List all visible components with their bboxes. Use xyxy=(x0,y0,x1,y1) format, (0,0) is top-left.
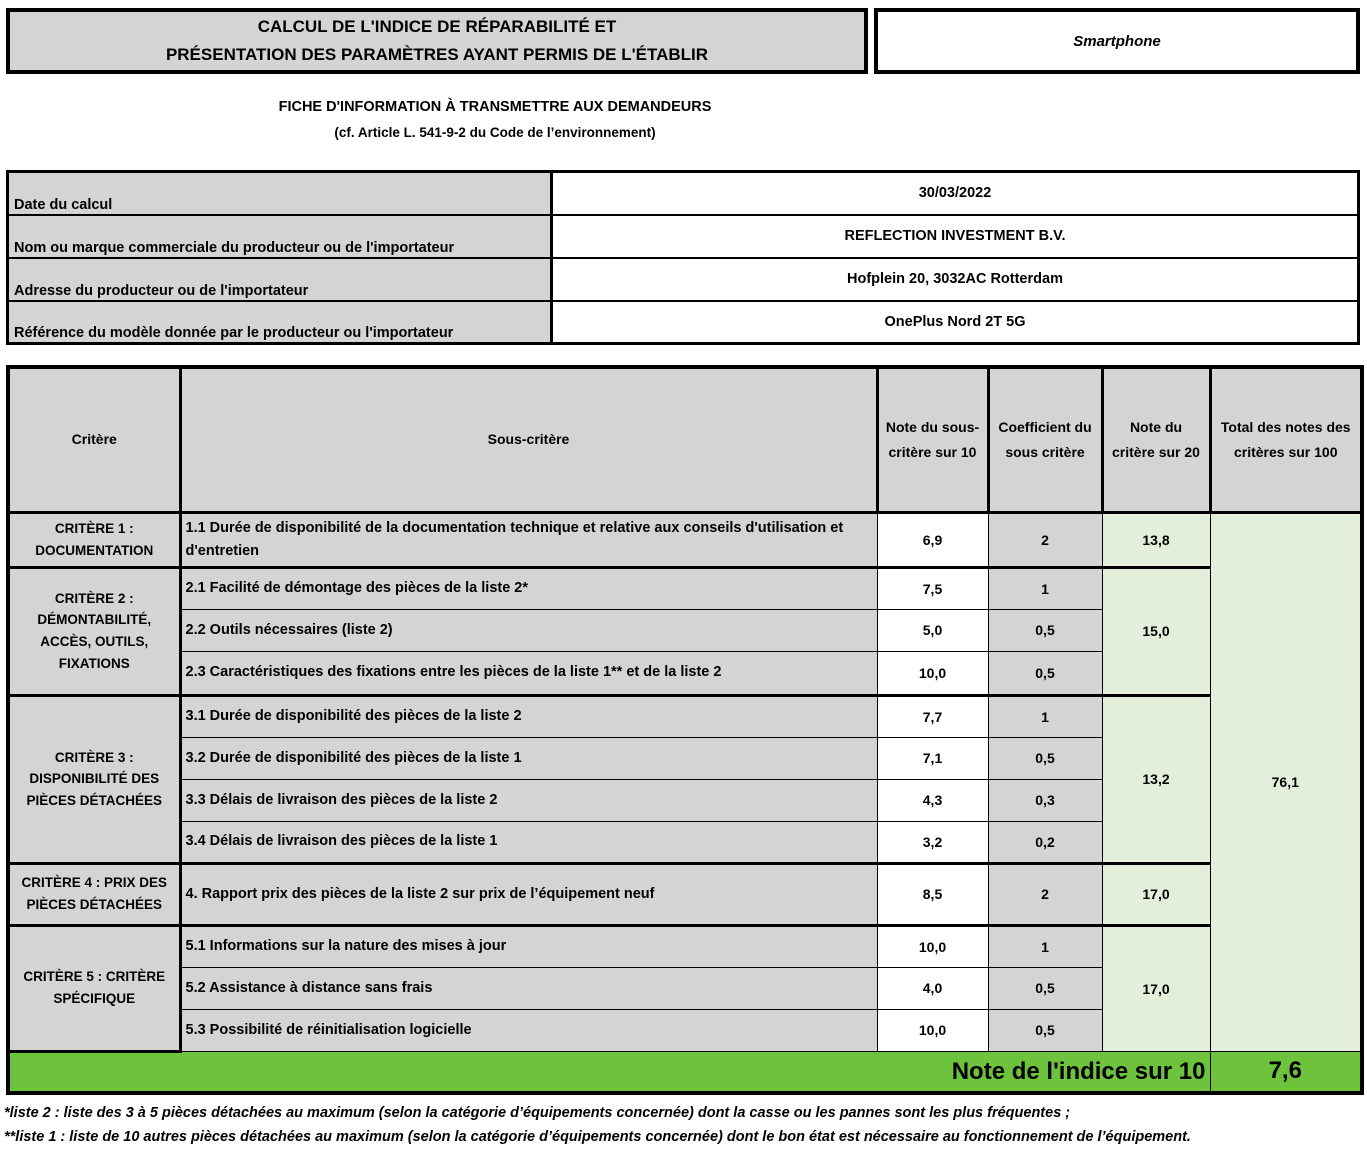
criterion-1-score-20: 13,8 xyxy=(1102,512,1210,567)
header-note-20: Note du critère sur 20 xyxy=(1102,367,1210,512)
header-coefficient: Coefficient du sous critère xyxy=(988,367,1102,512)
info-label-address: Adresse du producteur ou de l'importateur xyxy=(8,258,552,301)
subcriterion-2-1-coefficient: 1 xyxy=(988,567,1102,609)
subcriterion-1-1-label: 1.1 Durée de disponibilité de la documentation technique et relative aux conseils d'utilisation et d'entretien xyxy=(180,512,877,567)
subcriterion-5-3-score: 10,0 xyxy=(877,1009,988,1051)
subcriterion-5-1-label: 5.1 Informations sur la nature des mises à jour xyxy=(180,925,877,967)
criterion-4-label: CRITÈRE 4 : PRIX DES PIÈCES DÉTACHÉES xyxy=(8,863,180,925)
info-row-address xyxy=(8,258,1359,301)
final-score-value: 7,6 xyxy=(1210,1051,1362,1093)
final-score-row xyxy=(8,1051,1362,1093)
table-row xyxy=(8,925,1362,967)
subcriterion-3-4-coefficient: 0,2 xyxy=(988,821,1102,863)
info-label-date: Date du calcul xyxy=(8,172,552,215)
info-row-date xyxy=(8,172,1359,215)
subcriterion-3-1-score: 7,7 xyxy=(877,695,988,737)
info-value-date: 30/03/2022 xyxy=(552,172,1359,215)
criterion-5-score-20: 17,0 xyxy=(1102,925,1210,1051)
title-line-1: CALCUL DE L'INDICE DE RÉPARABILITÉ ET xyxy=(257,17,617,37)
subcriterion-2-2-score: 5,0 xyxy=(877,609,988,651)
subcriterion-5-1-coefficient: 1 xyxy=(988,925,1102,967)
subcriterion-5-3-label: 5.3 Possibilité de réinitialisation logicielle xyxy=(180,1009,877,1051)
info-label-producer: Nom ou marque commerciale du producteur ou de l'importateur xyxy=(8,215,552,258)
subcriterion-3-3-coefficient: 0,3 xyxy=(988,779,1102,821)
info-value-model: OnePlus Nord 2T 5G xyxy=(552,301,1359,344)
header-critere: Critère xyxy=(8,367,180,512)
subcriterion-1-1-coefficient: 2 xyxy=(988,512,1102,567)
info-value-address: Hofplein 20, 3032AC Rotterdam xyxy=(552,258,1359,301)
subcriterion-3-3-score: 4,3 xyxy=(877,779,988,821)
subcriterion-3-4-label: 3.4 Délais de livraison des pièces de la liste 1 xyxy=(180,821,877,863)
subcriterion-3-3-label: 3.3 Délais de livraison des pièces de la liste 2 xyxy=(180,779,877,821)
criterion-1-label: CRITÈRE 1 : DOCUMENTATION xyxy=(8,512,180,567)
criteria-table-header xyxy=(8,367,1362,512)
header-total-100: Total des notes des critères sur 100 xyxy=(1210,367,1362,512)
footnote-1: *liste 2 : liste des 3 à 5 pièces détachées au maximum (selon la catégorie d’équipements concernée) dont la casse ou les pannes sont les plus fréquentes ; xyxy=(4,1105,1071,1121)
subcriterion-3-2-coefficient: 0,5 xyxy=(988,737,1102,779)
table-row xyxy=(8,567,1362,609)
subcriterion-3-4-score: 3,2 xyxy=(877,821,988,863)
subcriterion-2-3-score: 10,0 xyxy=(877,651,988,695)
subcriterion-3-1-coefficient: 1 xyxy=(988,695,1102,737)
subcriterion-5-2-label: 5.2 Assistance à distance sans frais xyxy=(180,967,877,1009)
subtitle-line-1: FICHE D'INFORMATION À TRANSMETTRE AUX DEMANDEURS xyxy=(278,99,712,115)
product-category-label: Smartphone xyxy=(1073,32,1161,50)
header-sous-critere: Sous-critère xyxy=(180,367,877,512)
document-title xyxy=(6,8,868,74)
subcriterion-4-score: 8,5 xyxy=(877,863,988,925)
criterion-4-score-20: 17,0 xyxy=(1102,863,1210,925)
subcriterion-2-2-coefficient: 0,5 xyxy=(988,609,1102,651)
info-label-model: Référence du modèle donnée par le producteur ou l'importateur xyxy=(8,301,552,344)
criteria-table xyxy=(6,365,1364,1095)
subcriterion-5-2-score: 4,0 xyxy=(877,967,988,1009)
subcriterion-2-3-label: 2.3 Caractéristiques des fixations entre les pièces de la liste 1** et de la liste 2 xyxy=(180,651,877,695)
table-row xyxy=(8,863,1362,925)
table-row xyxy=(8,695,1362,737)
subcriterion-1-1-score: 6,9 xyxy=(877,512,988,567)
subcriterion-3-1-label: 3.1 Durée de disponibilité des pièces de la liste 2 xyxy=(180,695,877,737)
subcriterion-5-3-coefficient: 0,5 xyxy=(988,1009,1102,1051)
criterion-3-score-20: 13,2 xyxy=(1102,695,1210,863)
criterion-5-label: CRITÈRE 5 : CRITÈRE SPÉCIFIQUE xyxy=(8,925,180,1051)
subcriterion-2-2-label: 2.2 Outils nécessaires (liste 2) xyxy=(180,609,877,651)
subcriterion-4-label: 4. Rapport prix des pièces de la liste 2 sur prix de l’équipement neuf xyxy=(180,863,877,925)
info-row-producer xyxy=(8,215,1359,258)
subcriterion-4-coefficient: 2 xyxy=(988,863,1102,925)
header-row xyxy=(0,0,1367,74)
subcriterion-2-3-coefficient: 0,5 xyxy=(988,651,1102,695)
final-score-label: Note de l'indice sur 10 xyxy=(8,1051,1210,1093)
subcriterion-5-1-score: 10,0 xyxy=(877,925,988,967)
subcriterion-3-2-label: 3.2 Durée de disponibilité des pièces de la liste 1 xyxy=(180,737,877,779)
header-note-10: Note du sous-critère sur 10 xyxy=(877,367,988,512)
table-row xyxy=(8,512,1362,567)
subcriterion-5-2-coefficient: 0,5 xyxy=(988,967,1102,1009)
info-row-model xyxy=(8,301,1359,344)
subcriterion-3-2-score: 7,1 xyxy=(877,737,988,779)
footnote-2: **liste 1 : liste de 10 autres pièces détachées au maximum (selon la catégorie d’équipements concernée) dont le bon état est nécessaire au fonctionnement de l’équipement. xyxy=(4,1129,1191,1145)
criterion-2-score-20: 15,0 xyxy=(1102,567,1210,695)
subcriterion-2-1-score: 7,5 xyxy=(877,567,988,609)
total-score-100: 76,1 xyxy=(1210,512,1362,1051)
title-line-2: PRÉSENTATION DES PARAMÈTRES AYANT PERMIS DE L'ÉTABLIR xyxy=(165,45,709,64)
subcriterion-2-1-label: 2.1 Facilité de démontage des pièces de la liste 2* xyxy=(180,567,877,609)
criterion-3-label: CRITÈRE 3 : DISPONIBILITÉ DES PIÈCES DÉTACHÉES xyxy=(8,695,180,863)
product-category-box xyxy=(874,8,1360,74)
footnotes xyxy=(4,1105,1363,1145)
info-value-producer: REFLECTION INVESTMENT B.V. xyxy=(552,215,1359,258)
criterion-2-label: CRITÈRE 2 : DÉMONTABILITÉ, ACCÈS, OUTILS, FIXATIONS xyxy=(8,567,180,695)
producer-info-table xyxy=(6,170,1360,345)
subtitle-block xyxy=(0,99,990,140)
subtitle-line-2: (cf. Article L. 541-9-2 du Code de l’environnement) xyxy=(334,125,656,140)
